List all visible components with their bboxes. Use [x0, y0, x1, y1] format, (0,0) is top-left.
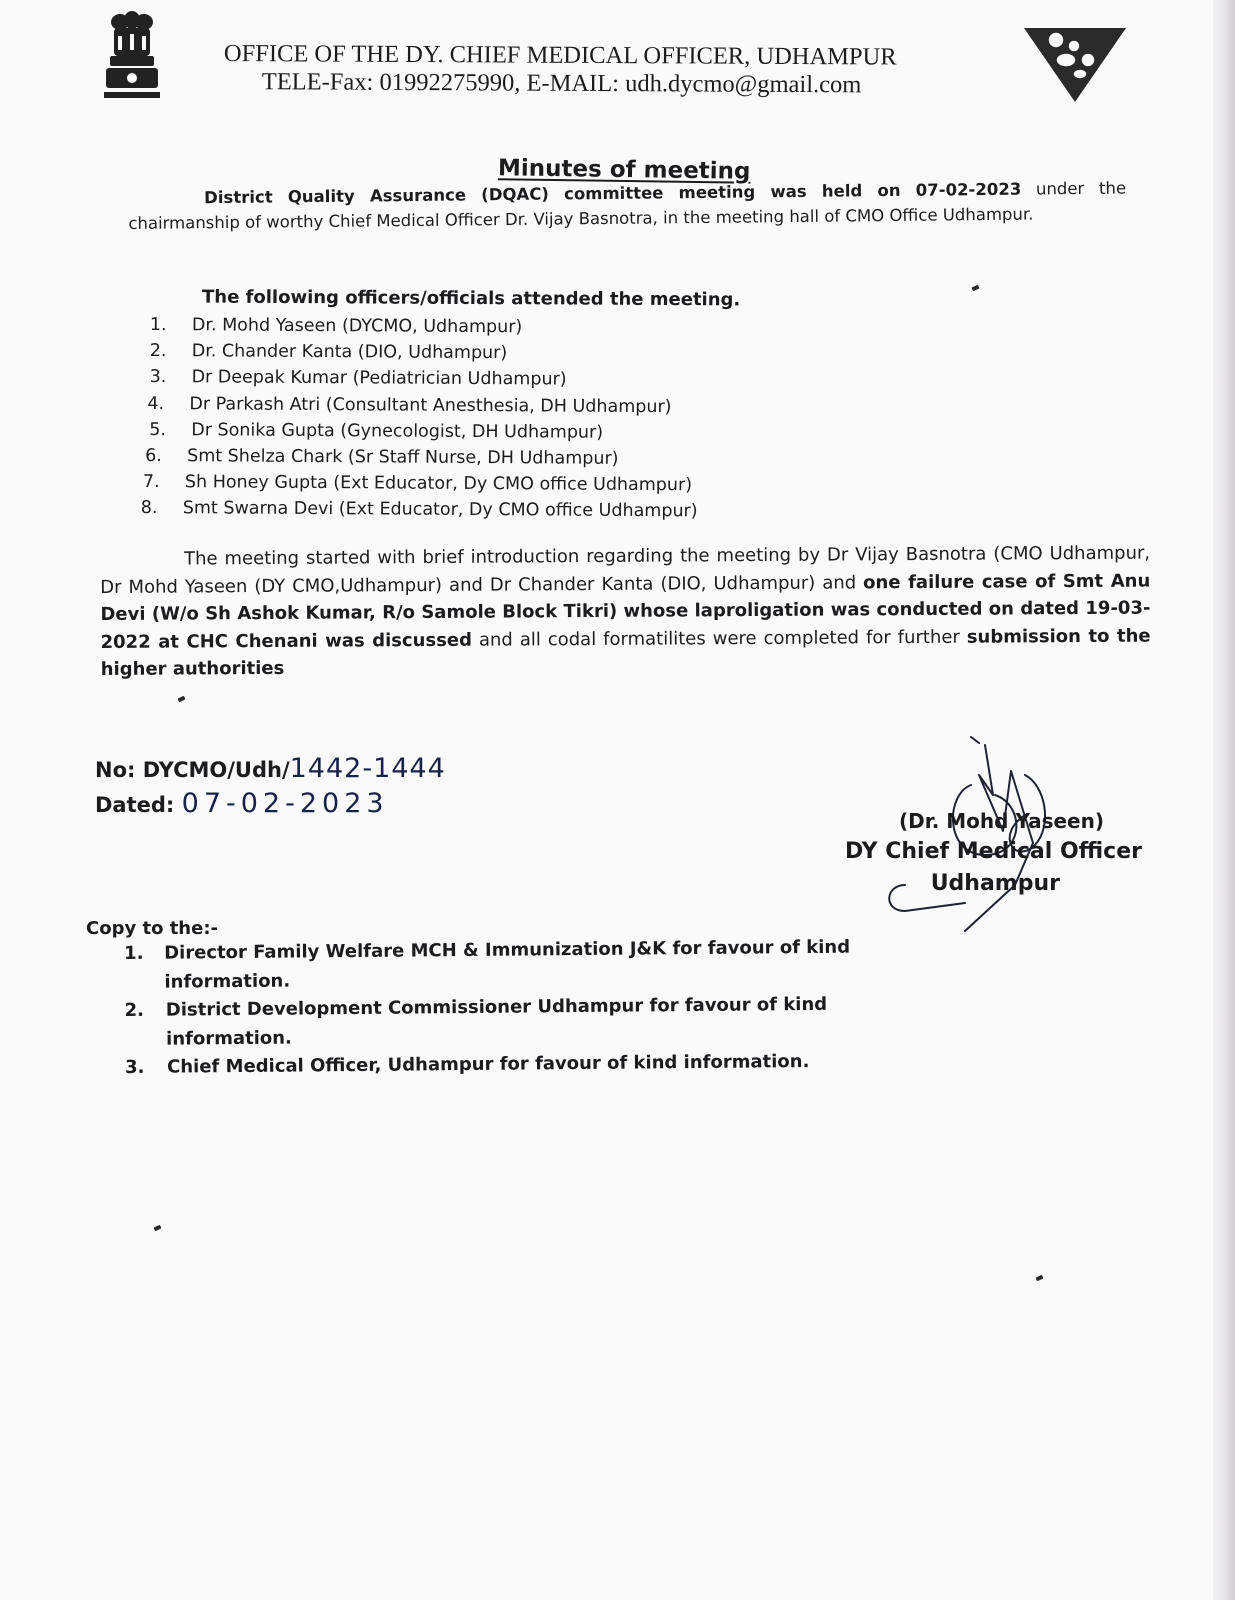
list-item	[147, 391, 809, 421]
item-text: District Development Commissioner Udhampur for favour of kind information.	[165, 993, 828, 1050]
intro-part3: under the chairmanship of worthy Chief Medical Officer Dr. Vijay Basnotra, in the meeting hall of CMO Office Udhampur.	[128, 178, 1127, 233]
item-text: Dr. Mohd Yaseen (DYCMO, Udhampur)	[191, 315, 523, 338]
reference-date-value: 07-02-2023	[181, 788, 389, 819]
state-emblem-icon	[100, 8, 164, 100]
item-text: Smt Swarna Devi (Ext Educator, Dy CMO office Udhampur)	[182, 498, 698, 522]
signatory-designation: DY Chief Medical Officer	[845, 839, 1142, 864]
list-item	[150, 312, 810, 342]
page-edge-shadow	[1213, 0, 1235, 1600]
item-text: Dr Deepak Kumar (Pediatrician Udhampur)	[191, 367, 567, 390]
copy-to-heading: Copy to the:-	[86, 918, 218, 939]
contact-line: TELE-Fax: 01992275990, E-MAIL: udh.dycmo@gmail.com	[261, 68, 862, 99]
item-number: 2.	[149, 341, 167, 362]
reference-number	[95, 752, 446, 787]
signatory-place: Udhampur	[930, 871, 1060, 896]
list-item	[124, 933, 944, 997]
item-number: 1.	[149, 314, 167, 336]
intro-part2: was held on 07-02-2023	[770, 179, 1022, 202]
office-title: OFFICE OF THE DY. CHIEF MEDICAL OFFICER, UDHAMPUR	[223, 40, 897, 71]
item-text: Dr Parkash Atri (Consultant Anesthesia, DH Udhampur)	[189, 393, 672, 417]
item-text: Dr Sonika Gupta (Gynecologist, DH Udhampur)	[191, 420, 604, 443]
reference-block	[95, 752, 446, 822]
intro-part1: District Quality Assurance (DQAC) committee meeting	[204, 182, 771, 208]
document-title: Minutes of meeting	[497, 155, 751, 185]
intro-paragraph	[128, 176, 1126, 236]
attendees-heading: The following officers/officials attended the meeting.	[201, 286, 741, 311]
scan-speck	[153, 1225, 161, 1232]
copy-to-list	[124, 933, 945, 1083]
signatory-name: (Dr. Mohd Yaseen)	[898, 809, 1104, 833]
item-number: 8.	[140, 498, 158, 519]
scan-speck	[1035, 1275, 1043, 1282]
list-item	[143, 469, 809, 499]
list-item	[149, 417, 809, 447]
reference-date-label: Dated:	[95, 793, 175, 817]
family-welfare-triangle-logo-icon	[1022, 26, 1128, 104]
list-item	[125, 1047, 945, 1083]
item-number: 3.	[125, 1056, 145, 1078]
item-number: 5.	[149, 419, 167, 440]
list-item	[124, 990, 944, 1054]
signature-block	[830, 806, 1150, 900]
reference-date	[95, 787, 446, 822]
item-text: Smt Shelza Chark (Sr Staff Nurse, DH Udhampur)	[187, 446, 619, 469]
summary-part4: submission to the higher authorities	[100, 625, 1151, 680]
item-text: Dr. Chander Kanta (DIO, Udhampur)	[191, 341, 508, 364]
reference-number-label: No: DYCMO/Udh/	[95, 758, 290, 782]
attendees-list	[140, 312, 810, 526]
item-number: 2.	[124, 999, 145, 1021]
meeting-summary-paragraph	[100, 540, 1151, 684]
list-item	[150, 338, 810, 368]
list-item	[141, 495, 809, 525]
item-number: 3.	[149, 367, 167, 388]
scan-speck	[971, 285, 979, 292]
letterhead	[224, 40, 1004, 100]
item-number: 1.	[124, 942, 144, 964]
summary-part1: The meeting started with brief introduction regarding the meeting by Dr Vijay Basnotra (CMO Udhampur, Dr Mohd Yaseen (DY CMO,Udhampur) and Dr Chander Kanta (DIO, Udhampur) and	[100, 542, 1151, 598]
list-item	[145, 443, 809, 473]
item-text: Sh Honey Gupta (Ext Educator, Dy CMO office Udhampur)	[184, 472, 693, 496]
item-number: 4.	[147, 393, 165, 414]
item-text: Chief Medical Officer, Udhampur for favour of kind information.	[167, 1051, 810, 1078]
item-text: Director Family Welfare MCH & Immunization J&K for favour of kind information.	[164, 936, 851, 993]
list-item	[150, 364, 810, 394]
item-number: 6.	[145, 445, 162, 467]
summary-part3: and all codal formatilites were completed for further	[471, 626, 967, 651]
summary-part2: one failure case of Smt Anu Devi (W/o Sh Ashok Kumar, R/o Samole Block Tikri) whose laproligation was conducted on dated 19-03-2022 at CHC Chenani was discussed	[100, 570, 1151, 653]
scan-speck	[177, 696, 185, 703]
reference-number-value: 1442-1444	[289, 753, 446, 784]
item-number: 7.	[142, 472, 160, 493]
